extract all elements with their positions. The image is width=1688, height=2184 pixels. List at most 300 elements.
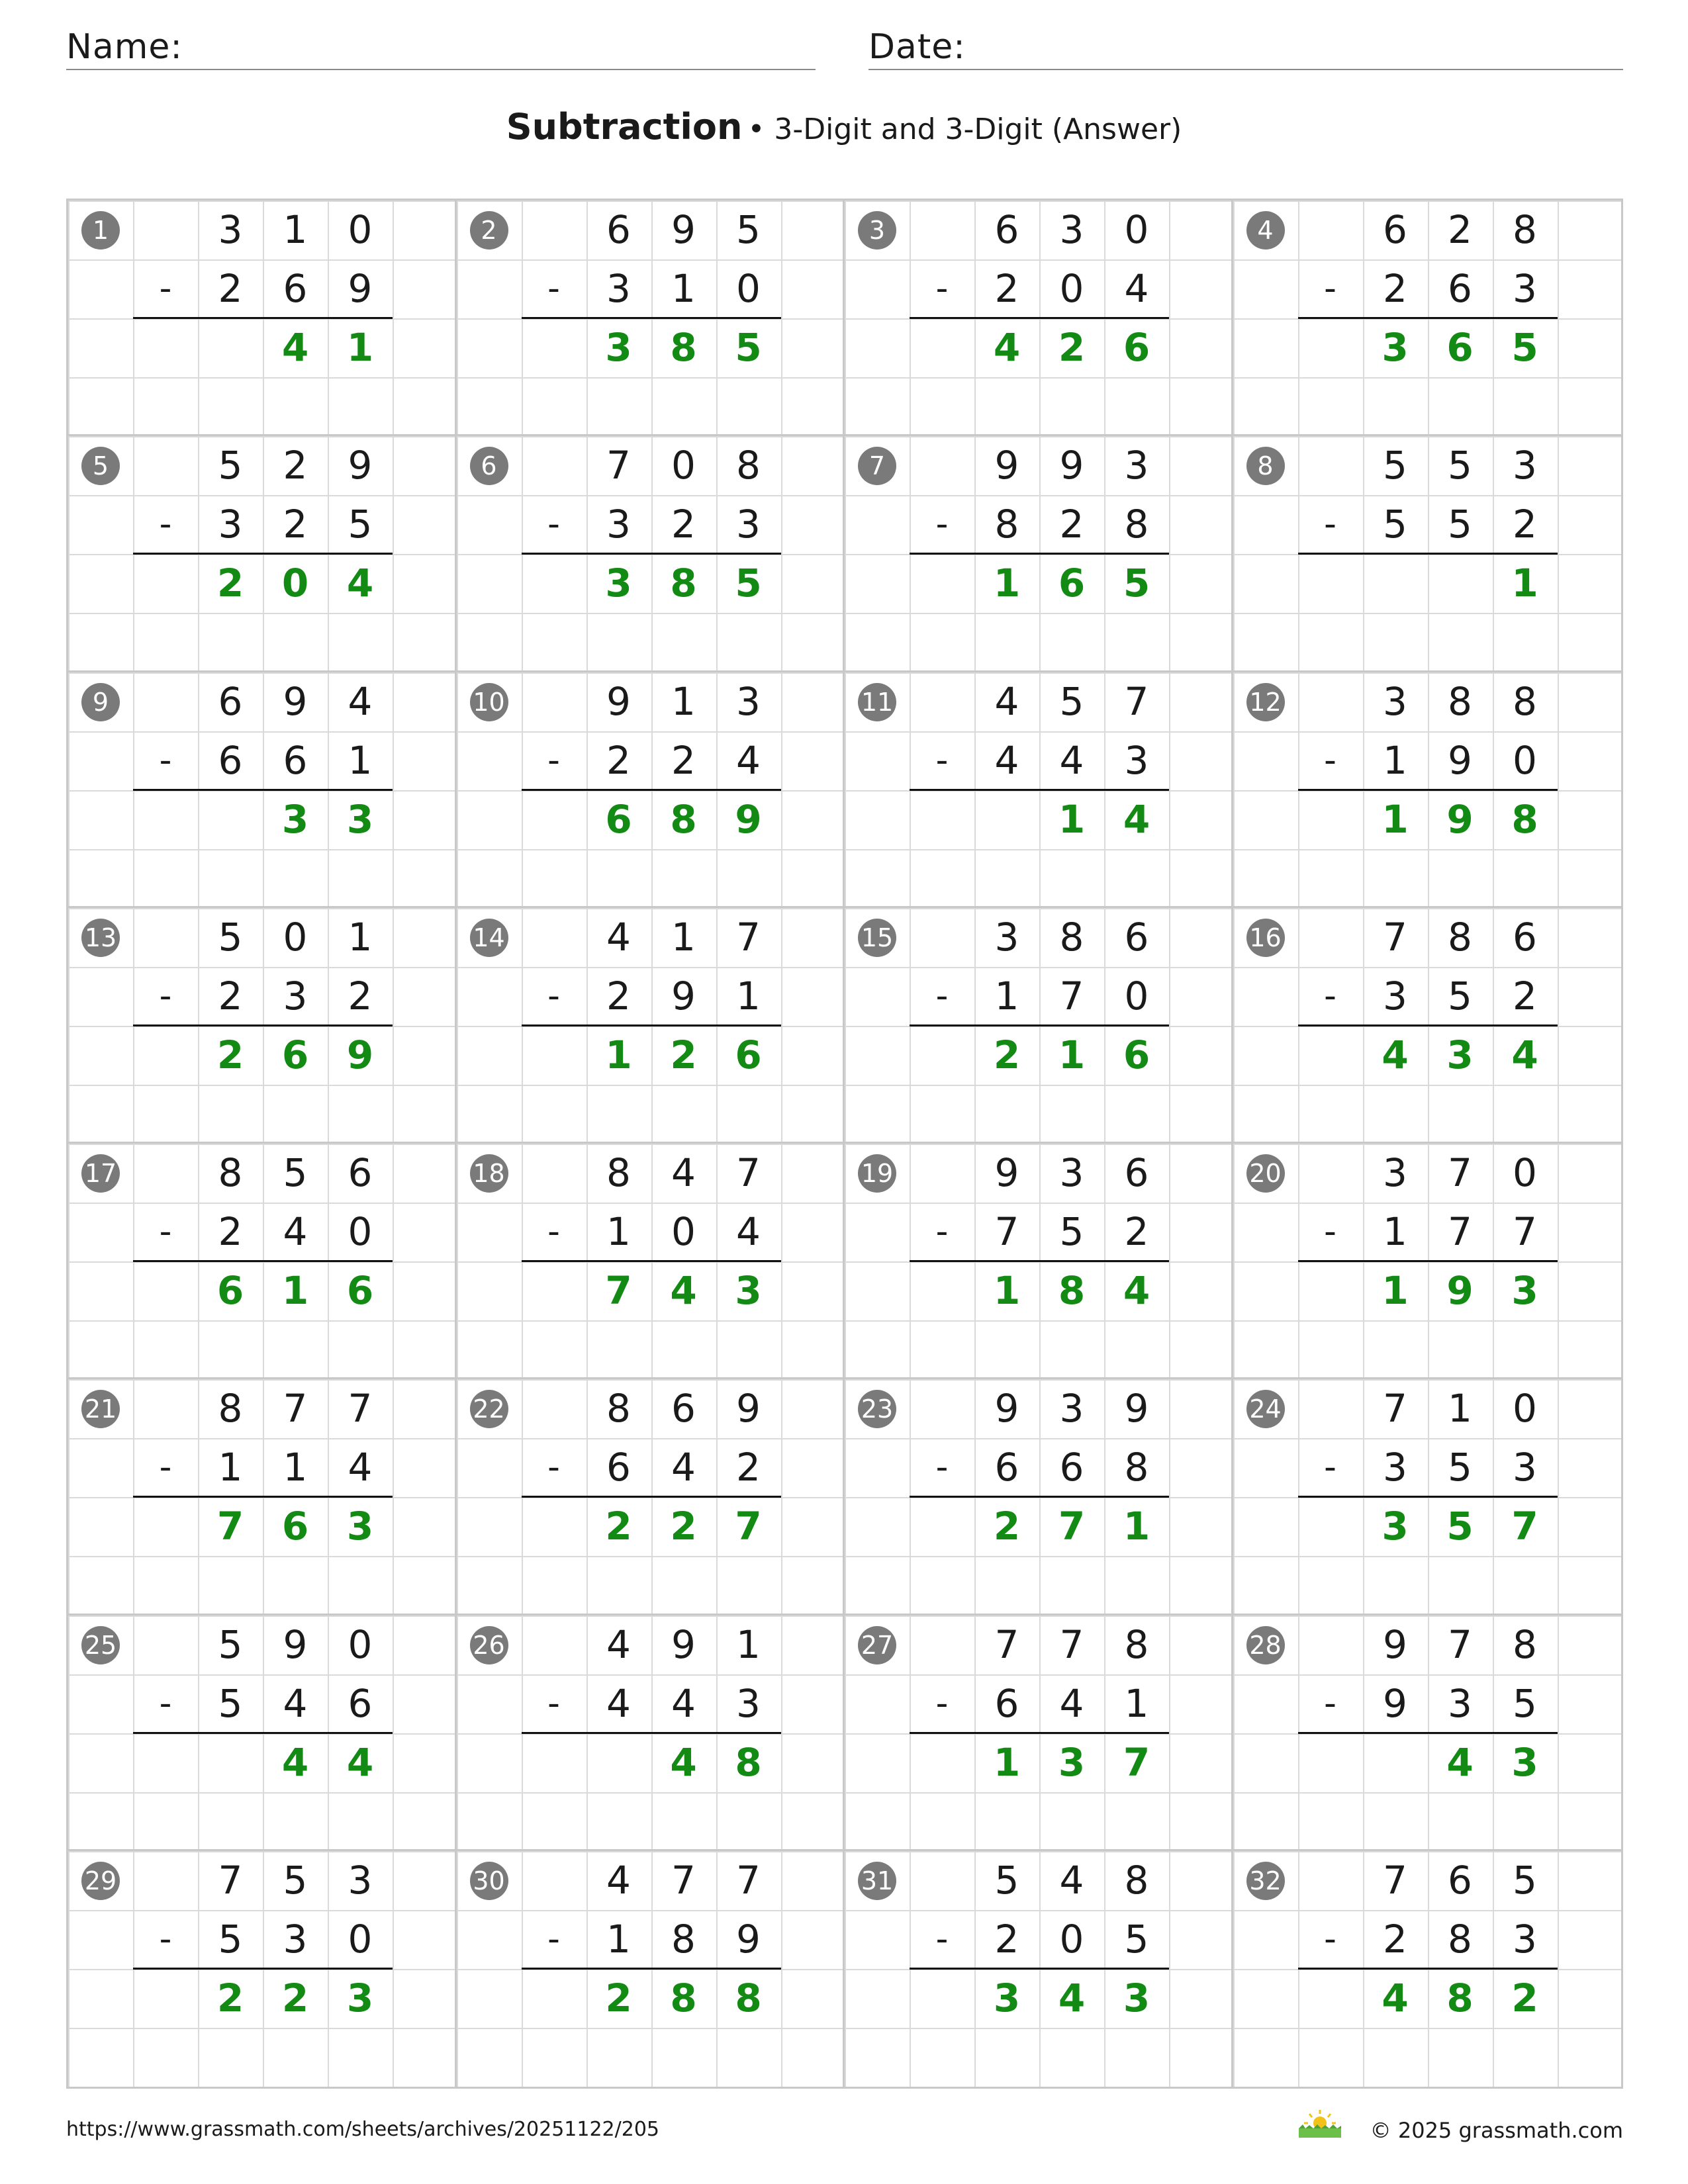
top-digit: 9 xyxy=(671,207,696,252)
bottom-digit: 3 xyxy=(1513,266,1537,311)
top-digit: 8 xyxy=(1124,1621,1149,1667)
bottom-digit: 5 xyxy=(1448,502,1472,547)
minus-sign: - xyxy=(935,1447,949,1488)
answer-digit: 4 xyxy=(281,325,309,370)
answer-digit: 1 xyxy=(1382,796,1409,842)
top-digit: 7 xyxy=(1383,1857,1407,1903)
minus-sign: - xyxy=(1324,1212,1336,1251)
bottom-digit: 4 xyxy=(994,737,1019,783)
bottom-digit: 3 xyxy=(1124,737,1149,783)
problem-number-badge: 3 xyxy=(858,211,896,250)
problem-15 xyxy=(845,908,1233,1144)
answer-digit: 2 xyxy=(1058,325,1086,370)
footer-url: https://www.grassmath.com/sheets/archives/20251122/205 xyxy=(66,2118,660,2141)
problem-number-badge: 32 xyxy=(1246,1862,1285,1900)
answer-digit: 3 xyxy=(735,1268,762,1313)
bottom-digit: 4 xyxy=(348,1445,373,1490)
answer-digit: 2 xyxy=(281,1975,309,2021)
bottom-digit: 8 xyxy=(994,502,1019,547)
bottom-digit: 4 xyxy=(283,1209,308,1254)
top-digit: 9 xyxy=(1124,1386,1149,1432)
answer-digit: 1 xyxy=(281,1268,309,1313)
top-digit: 2 xyxy=(283,443,308,488)
answer-digit: 3 xyxy=(605,561,632,606)
grass-sun-logo-icon xyxy=(1296,2109,1344,2139)
bottom-digit: 3 xyxy=(283,1916,308,1962)
bottom-digit: 2 xyxy=(1383,1916,1407,1962)
bottom-digit: 8 xyxy=(1124,1445,1149,1490)
top-digit: 7 xyxy=(1448,1621,1472,1667)
problem-number-badge: 11 xyxy=(858,683,896,721)
answer-digit: 4 xyxy=(1446,1739,1474,1785)
answer-digit: 5 xyxy=(1446,1504,1474,1549)
problem-number-badge: 2 xyxy=(470,211,508,250)
answer-digit: 3 xyxy=(1511,1268,1538,1313)
top-digit: 8 xyxy=(1448,914,1472,960)
answer-digit: 3 xyxy=(605,325,632,370)
top-digit: 4 xyxy=(606,914,631,960)
answer-digit: 2 xyxy=(670,1032,697,1077)
top-digit: 3 xyxy=(1513,443,1537,488)
problem-8 xyxy=(1233,436,1622,672)
answer-digit: 6 xyxy=(1123,325,1150,370)
problem-9 xyxy=(68,672,457,908)
bottom-digit: 0 xyxy=(348,1209,373,1254)
answer-line xyxy=(133,789,393,791)
problem-number-badge: 29 xyxy=(81,1862,120,1900)
bottom-digit: 1 xyxy=(1383,1209,1407,1254)
top-digit: 9 xyxy=(994,1386,1019,1432)
answer-digit: 3 xyxy=(346,1504,374,1549)
answer-line xyxy=(910,789,1169,791)
top-digit: 7 xyxy=(1383,914,1407,960)
bottom-digit: 5 xyxy=(1448,1445,1472,1490)
answer-line xyxy=(133,1732,393,1734)
answer-digit: 4 xyxy=(1123,1268,1150,1313)
subtitle-text: • 3-Digit and 3-Digit (Answer) xyxy=(747,113,1182,146)
bottom-digit: 1 xyxy=(606,1916,631,1962)
answer-digit: 8 xyxy=(670,796,697,842)
problem-number-badge: 15 xyxy=(858,919,896,957)
top-digit: 4 xyxy=(1059,1857,1084,1903)
top-digit: 9 xyxy=(283,1621,308,1667)
answer-line xyxy=(910,1496,1169,1498)
top-digit: 5 xyxy=(218,914,243,960)
problem-23 xyxy=(845,1379,1233,1615)
top-digit: 1 xyxy=(671,678,696,724)
name-label: Name: xyxy=(66,27,183,67)
bottom-digit: 9 xyxy=(1448,737,1472,783)
problem-number-badge: 5 xyxy=(81,447,120,485)
bottom-digit: 5 xyxy=(1124,1916,1149,1962)
top-digit: 3 xyxy=(348,1857,373,1903)
problem-21 xyxy=(68,1379,457,1615)
answer-line xyxy=(133,1968,393,1970)
top-digit: 7 xyxy=(736,914,761,960)
problem-number-badge: 21 xyxy=(81,1390,120,1428)
top-digit: 1 xyxy=(736,1621,761,1667)
answer-line xyxy=(133,553,393,555)
bottom-digit: 0 xyxy=(1513,737,1537,783)
answer-digit: 5 xyxy=(1511,325,1538,370)
top-digit: 5 xyxy=(218,1621,243,1667)
minus-sign: - xyxy=(935,1683,949,1723)
top-digit: 7 xyxy=(1124,678,1149,724)
problem-number-badge: 10 xyxy=(470,683,508,721)
problem-number-badge: 28 xyxy=(1246,1626,1285,1664)
answer-line xyxy=(522,1732,781,1734)
answer-line xyxy=(1298,1732,1558,1734)
answer-line xyxy=(522,1496,781,1498)
minus-sign: - xyxy=(159,269,172,308)
answer-digit: 6 xyxy=(605,796,632,842)
bottom-digit: 7 xyxy=(994,1209,1019,1254)
top-digit: 4 xyxy=(606,1621,631,1667)
minus-sign: - xyxy=(159,976,172,1016)
bottom-digit: 6 xyxy=(218,737,243,783)
problem-number-badge: 8 xyxy=(1246,447,1285,485)
minus-sign: - xyxy=(935,269,949,308)
answer-line xyxy=(522,1260,781,1262)
answer-digit: 1 xyxy=(346,325,374,370)
top-digit: 0 xyxy=(671,443,696,488)
problem-number-badge: 22 xyxy=(470,1390,508,1428)
answer-line xyxy=(1298,1260,1558,1262)
bottom-digit: 3 xyxy=(1513,1916,1537,1962)
problem-number-badge: 4 xyxy=(1246,211,1285,250)
problem-16 xyxy=(1233,908,1622,1144)
bottom-digit: 2 xyxy=(671,502,696,547)
problem-17 xyxy=(68,1144,457,1379)
bottom-digit: 2 xyxy=(218,973,243,1019)
answer-digit: 9 xyxy=(1446,796,1474,842)
answer-line xyxy=(910,317,1169,319)
answer-digit: 6 xyxy=(216,1268,244,1313)
top-digit: 4 xyxy=(606,1857,631,1903)
top-digit: 5 xyxy=(1448,443,1472,488)
problem-24 xyxy=(1233,1379,1622,1615)
bottom-digit: 4 xyxy=(671,1445,696,1490)
top-digit: 3 xyxy=(1383,1150,1407,1195)
answer-digit: 8 xyxy=(735,1739,762,1785)
answer-digit: 7 xyxy=(1511,1504,1538,1549)
problem-4 xyxy=(1233,201,1622,436)
minus-sign: - xyxy=(547,504,560,545)
top-digit: 4 xyxy=(348,678,373,724)
top-digit: 9 xyxy=(348,443,373,488)
answer-digit: 7 xyxy=(1058,1504,1086,1549)
answer-line xyxy=(133,1260,393,1262)
problem-number-badge: 19 xyxy=(858,1154,896,1193)
bottom-digit: 0 xyxy=(736,266,761,311)
problem-27 xyxy=(845,1615,1233,1851)
minus-sign: - xyxy=(159,1683,172,1723)
answer-digit: 4 xyxy=(1123,796,1150,842)
bottom-digit: 0 xyxy=(1059,1916,1084,1962)
bottom-digit: 1 xyxy=(283,1445,308,1490)
bottom-digit: 4 xyxy=(671,1680,696,1726)
answer-digit: 5 xyxy=(735,561,762,606)
top-digit: 3 xyxy=(736,678,761,724)
bottom-digit: 2 xyxy=(606,973,631,1019)
top-digit: 5 xyxy=(1059,678,1084,724)
bottom-digit: 6 xyxy=(283,266,308,311)
problem-6 xyxy=(457,436,845,672)
bottom-digit: 2 xyxy=(1124,1209,1149,1254)
bottom-digit: 2 xyxy=(218,1209,243,1254)
bottom-digit: 0 xyxy=(1124,973,1149,1019)
bottom-digit: 2 xyxy=(1513,973,1537,1019)
top-digit: 8 xyxy=(1513,1621,1537,1667)
answer-digit: 5 xyxy=(1123,561,1150,606)
minus-sign: - xyxy=(547,740,560,780)
answer-digit: 2 xyxy=(605,1504,632,1549)
problem-number-badge: 17 xyxy=(81,1154,120,1193)
answer-digit: 6 xyxy=(735,1032,762,1077)
bottom-digit: 6 xyxy=(994,1680,1019,1726)
bottom-digit: 8 xyxy=(1124,502,1149,547)
answer-digit: 7 xyxy=(216,1504,244,1549)
top-digit: 7 xyxy=(671,1857,696,1903)
bottom-digit: 7 xyxy=(1513,1209,1537,1254)
top-digit: 7 xyxy=(994,1621,1019,1667)
top-digit: 6 xyxy=(1124,1150,1149,1195)
answer-line xyxy=(910,1260,1169,1262)
answer-digit: 3 xyxy=(1382,1504,1409,1549)
answer-digit: 3 xyxy=(1511,1739,1538,1785)
top-digit: 7 xyxy=(1383,1386,1407,1432)
minus-sign: - xyxy=(159,1919,172,1959)
minus-sign: - xyxy=(1324,740,1336,780)
name-field[interactable] xyxy=(66,25,816,70)
bottom-digit: 2 xyxy=(606,737,631,783)
bottom-digit: 5 xyxy=(218,1680,243,1726)
answer-digit: 4 xyxy=(1382,1975,1409,2021)
bottom-digit: 1 xyxy=(348,737,373,783)
top-digit: 0 xyxy=(1513,1150,1537,1195)
top-digit: 8 xyxy=(1513,207,1537,252)
minus-sign: - xyxy=(935,740,949,780)
bottom-digit: 3 xyxy=(1448,1680,1472,1726)
answer-digit: 4 xyxy=(281,1739,309,1785)
bottom-digit: 2 xyxy=(671,737,696,783)
answer-digit: 9 xyxy=(346,1032,374,1077)
answer-digit: 8 xyxy=(670,561,697,606)
minus-sign: - xyxy=(1324,269,1336,308)
answer-line xyxy=(133,317,393,319)
top-digit: 5 xyxy=(218,443,243,488)
answer-digit: 6 xyxy=(281,1504,309,1549)
answer-line xyxy=(133,1496,393,1498)
answer-digit: 3 xyxy=(1058,1739,1086,1785)
minus-sign: - xyxy=(1324,504,1336,545)
bottom-digit: 9 xyxy=(348,266,373,311)
top-digit: 7 xyxy=(348,1386,373,1432)
bottom-digit: 2 xyxy=(283,502,308,547)
minus-sign: - xyxy=(1324,1447,1336,1488)
answer-digit: 1 xyxy=(1511,561,1538,606)
bottom-digit: 5 xyxy=(1059,1209,1084,1254)
top-digit: 7 xyxy=(736,1150,761,1195)
top-digit: 8 xyxy=(1124,1857,1149,1903)
date-field[interactable] xyxy=(868,25,1623,70)
problem-number-badge: 6 xyxy=(470,447,508,485)
bottom-digit: 4 xyxy=(1059,1680,1084,1726)
answer-digit: 1 xyxy=(993,1739,1021,1785)
problem-number-badge: 13 xyxy=(81,919,120,957)
answer-digit: 8 xyxy=(670,1975,697,2021)
problem-1 xyxy=(68,201,457,436)
top-digit: 3 xyxy=(994,914,1019,960)
top-digit: 0 xyxy=(1124,207,1149,252)
problem-number-badge: 25 xyxy=(81,1626,120,1664)
bottom-digit: 4 xyxy=(1059,737,1084,783)
top-digit: 7 xyxy=(283,1386,308,1432)
answer-digit: 2 xyxy=(605,1975,632,2021)
problem-19 xyxy=(845,1144,1233,1379)
bottom-digit: 1 xyxy=(994,973,1019,1019)
bottom-digit: 8 xyxy=(671,1916,696,1962)
answer-line xyxy=(910,1732,1169,1734)
answer-digit: 2 xyxy=(216,1032,244,1077)
top-digit: 9 xyxy=(994,1150,1019,1195)
bottom-digit: 0 xyxy=(1059,266,1084,311)
bottom-digit: 2 xyxy=(1513,502,1537,547)
bottom-digit: 5 xyxy=(1448,973,1472,1019)
minus-sign: - xyxy=(1324,1683,1336,1723)
top-digit: 6 xyxy=(671,1386,696,1432)
answer-line xyxy=(1298,1496,1558,1498)
bottom-digit: 1 xyxy=(218,1445,243,1490)
bottom-digit: 6 xyxy=(348,1680,373,1726)
bottom-digit: 3 xyxy=(606,502,631,547)
problem-7 xyxy=(845,436,1233,672)
answer-digit: 2 xyxy=(216,1975,244,2021)
title-text: Subtraction xyxy=(506,106,743,148)
top-digit: 1 xyxy=(1448,1386,1472,1432)
problem-number-badge: 7 xyxy=(858,447,896,485)
problem-26 xyxy=(457,1615,845,1851)
problem-number-badge: 27 xyxy=(858,1626,896,1664)
top-digit: 4 xyxy=(994,678,1019,724)
answer-digit: 2 xyxy=(1511,1975,1538,2021)
top-digit: 6 xyxy=(218,678,243,724)
problem-number-badge: 18 xyxy=(470,1154,508,1193)
problem-25 xyxy=(68,1615,457,1851)
answer-line xyxy=(1298,1968,1558,1970)
footer-copyright: © 2025 grassmath.com xyxy=(1370,2118,1623,2143)
problem-13 xyxy=(68,908,457,1144)
answer-line xyxy=(522,317,781,319)
top-digit: 1 xyxy=(348,914,373,960)
answer-digit: 9 xyxy=(735,796,762,842)
answer-line xyxy=(910,553,1169,555)
bottom-digit: 0 xyxy=(348,1916,373,1962)
minus-sign: - xyxy=(159,1212,172,1251)
bottom-digit: 3 xyxy=(1513,1445,1537,1490)
bottom-digit: 2 xyxy=(736,1445,761,1490)
top-digit: 0 xyxy=(348,207,373,252)
minus-sign: - xyxy=(547,1212,560,1251)
answer-digit: 1 xyxy=(993,1268,1021,1313)
bottom-digit: 6 xyxy=(994,1445,1019,1490)
top-digit: 6 xyxy=(994,207,1019,252)
bottom-digit: 1 xyxy=(736,973,761,1019)
bottom-digit: 2 xyxy=(1383,266,1407,311)
bottom-digit: 8 xyxy=(1448,1916,1472,1962)
bottom-digit: 6 xyxy=(283,737,308,783)
minus-sign: - xyxy=(935,1212,949,1251)
answer-digit: 3 xyxy=(346,1975,374,2021)
answer-digit: 6 xyxy=(1446,325,1474,370)
bottom-digit: 3 xyxy=(736,1680,761,1726)
problem-number-badge: 16 xyxy=(1246,919,1285,957)
answer-digit: 3 xyxy=(1382,325,1409,370)
problem-number-badge: 20 xyxy=(1246,1154,1285,1193)
bottom-digit: 6 xyxy=(606,1445,631,1490)
problem-20 xyxy=(1233,1144,1622,1379)
answer-digit: 6 xyxy=(1123,1032,1150,1077)
top-digit: 5 xyxy=(283,1150,308,1195)
answer-line xyxy=(522,1024,781,1026)
problem-number-badge: 12 xyxy=(1246,683,1285,721)
answer-digit: 3 xyxy=(1446,1032,1474,1077)
answer-digit: 4 xyxy=(670,1739,697,1785)
problem-18 xyxy=(457,1144,845,1379)
answer-digit: 7 xyxy=(605,1268,632,1313)
answer-digit: 2 xyxy=(670,1504,697,1549)
bottom-digit: 3 xyxy=(283,973,308,1019)
problem-number-badge: 24 xyxy=(1246,1390,1285,1428)
minus-sign: - xyxy=(159,504,172,545)
bottom-digit: 3 xyxy=(606,266,631,311)
top-digit: 8 xyxy=(1059,914,1084,960)
top-digit: 3 xyxy=(1383,678,1407,724)
top-digit: 5 xyxy=(736,207,761,252)
bottom-digit: 5 xyxy=(1513,1680,1537,1726)
answer-digit: 1 xyxy=(605,1032,632,1077)
bottom-digit: 9 xyxy=(1383,1680,1407,1726)
top-digit: 0 xyxy=(348,1621,373,1667)
answer-digit: 4 xyxy=(1511,1032,1538,1077)
problem-29 xyxy=(68,1851,457,2087)
top-digit: 8 xyxy=(1513,678,1537,724)
answer-digit: 3 xyxy=(993,1975,1021,2021)
answer-digit: 9 xyxy=(1446,1268,1474,1313)
bottom-digit: 3 xyxy=(736,502,761,547)
top-digit: 6 xyxy=(348,1150,373,1195)
answer-digit: 4 xyxy=(1382,1032,1409,1077)
top-digit: 3 xyxy=(1059,1150,1084,1195)
top-digit: 9 xyxy=(606,678,631,724)
bottom-digit: 5 xyxy=(218,1916,243,1962)
top-digit: 7 xyxy=(1448,1150,1472,1195)
bottom-digit: 1 xyxy=(671,266,696,311)
answer-digit: 8 xyxy=(735,1975,762,2021)
bottom-digit: 1 xyxy=(1124,1680,1149,1726)
top-digit: 9 xyxy=(1383,1621,1407,1667)
answer-digit: 2 xyxy=(993,1032,1021,1077)
bottom-digit: 3 xyxy=(1383,973,1407,1019)
minus-sign: - xyxy=(547,1919,560,1959)
answer-line xyxy=(910,1024,1169,1026)
top-digit: 1 xyxy=(671,914,696,960)
answer-digit: 4 xyxy=(993,325,1021,370)
bottom-digit: 2 xyxy=(1059,502,1084,547)
answer-digit: 8 xyxy=(1058,1268,1086,1313)
problem-number-badge: 26 xyxy=(470,1626,508,1664)
date-label: Date: xyxy=(868,27,966,67)
